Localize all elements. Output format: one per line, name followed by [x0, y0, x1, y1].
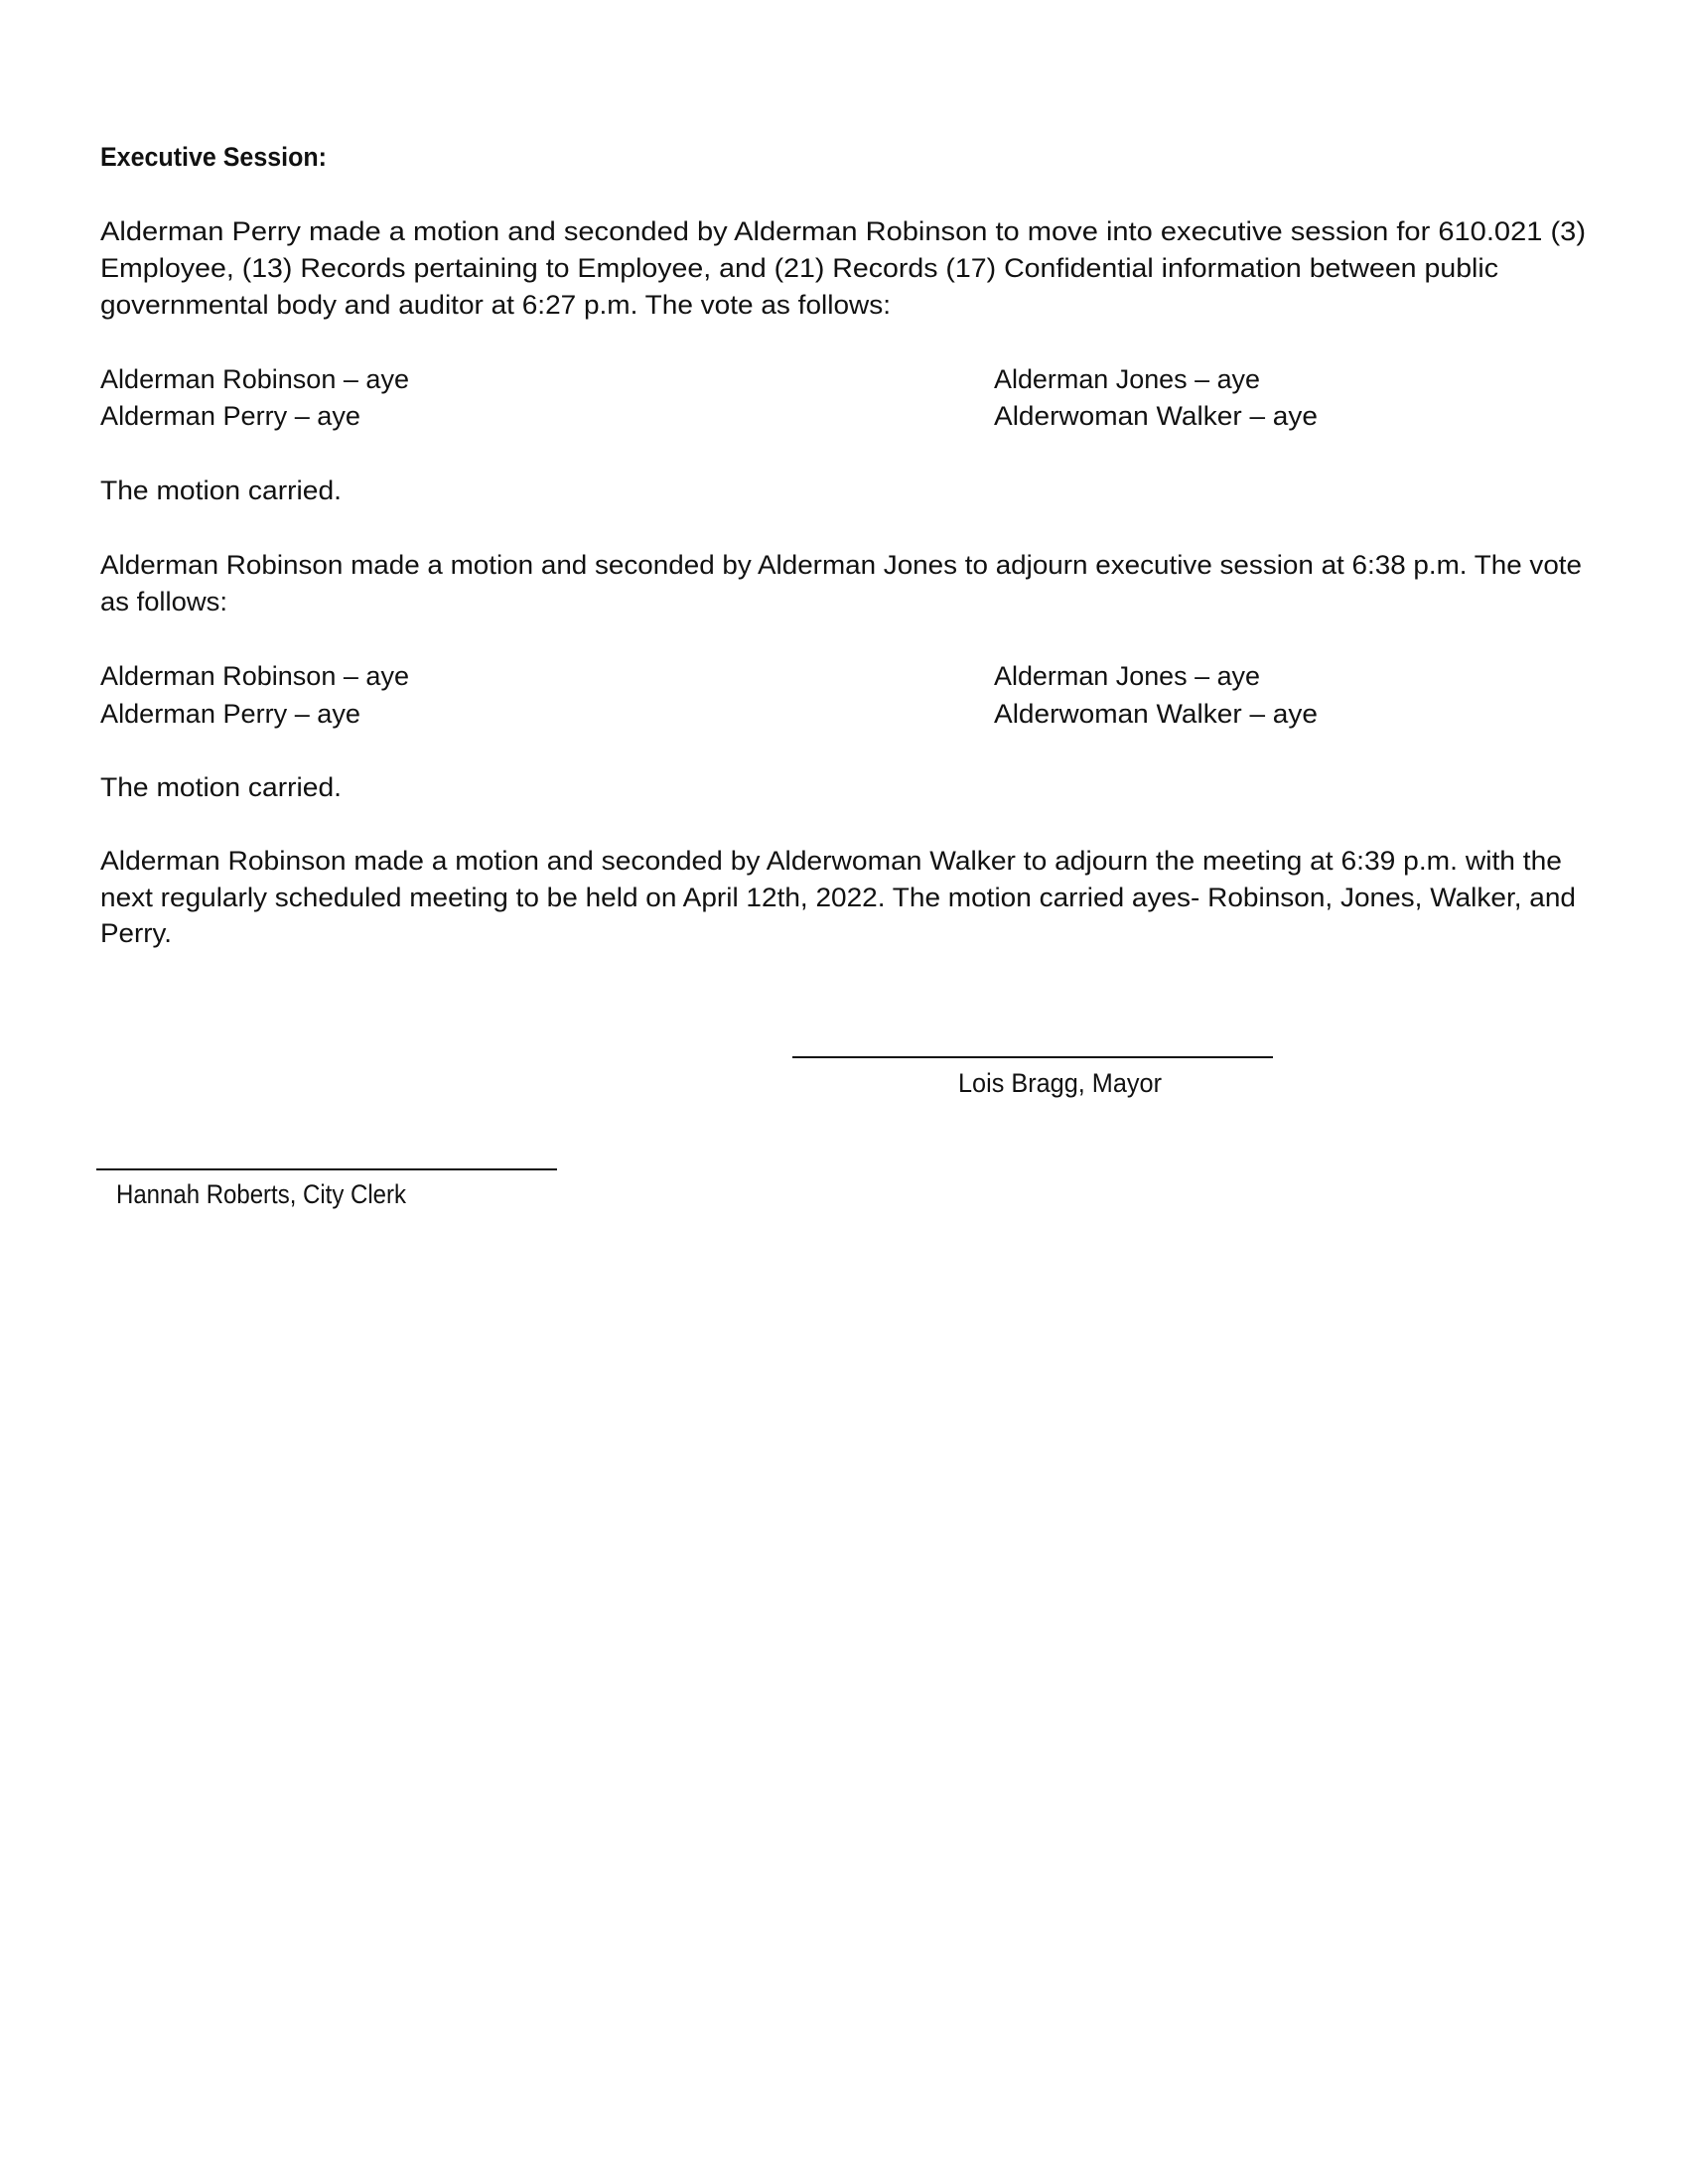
vote-entry: Alderwoman Walker – aye: [994, 401, 1318, 431]
section-heading: Executive Session:: [100, 142, 327, 172]
paragraph-line: Perry.: [100, 918, 172, 948]
vote-entry: Alderwoman Walker – aye: [994, 699, 1318, 729]
motion-result: The motion carried.: [100, 772, 342, 802]
paragraph-line: Alderman Robinson made a motion and seconded by Alderman Jones to adjourn executive session at 6:38 p.m. The vote: [100, 550, 1582, 580]
mayor-signature-name: Lois Bragg, Mayor: [958, 1068, 1162, 1098]
paragraph-line: governmental body and auditor at 6:27 p.m. The vote as follows:: [100, 290, 891, 320]
mayor-signature-line: [792, 1056, 1273, 1058]
paragraph-line: as follows:: [100, 587, 227, 616]
paragraph-line: next regularly scheduled meeting to be held on April 12th, 2022. The motion carried ayes- Robinson, Jones, Walker, and: [100, 883, 1577, 912]
vote-entry: Alderman Perry – aye: [100, 401, 360, 431]
vote-entry: Alderman Robinson – aye: [100, 364, 410, 394]
paragraph-line: Alderman Perry made a motion and seconded by Alderman Robinson to move into executive session for 610.021 (3): [100, 216, 1586, 246]
vote-entry: Alderman Perry – aye: [100, 699, 360, 729]
clerk-signature-name: Hannah Roberts, City Clerk: [116, 1179, 406, 1209]
vote-entry: Alderman Robinson – aye: [100, 661, 410, 691]
vote-entry: Alderman Jones – aye: [994, 661, 1260, 691]
paragraph-line: Employee, (13) Records pertaining to Employee, and (21) Records (17) Confidential information between public: [100, 253, 1498, 283]
vote-entry: Alderman Jones – aye: [994, 364, 1260, 394]
clerk-signature-line: [96, 1168, 557, 1170]
paragraph-line: Alderman Robinson made a motion and seconded by Alderwoman Walker to adjourn the meeting at 6:39 p.m. with the: [100, 846, 1562, 876]
motion-result: The motion carried.: [100, 476, 342, 505]
